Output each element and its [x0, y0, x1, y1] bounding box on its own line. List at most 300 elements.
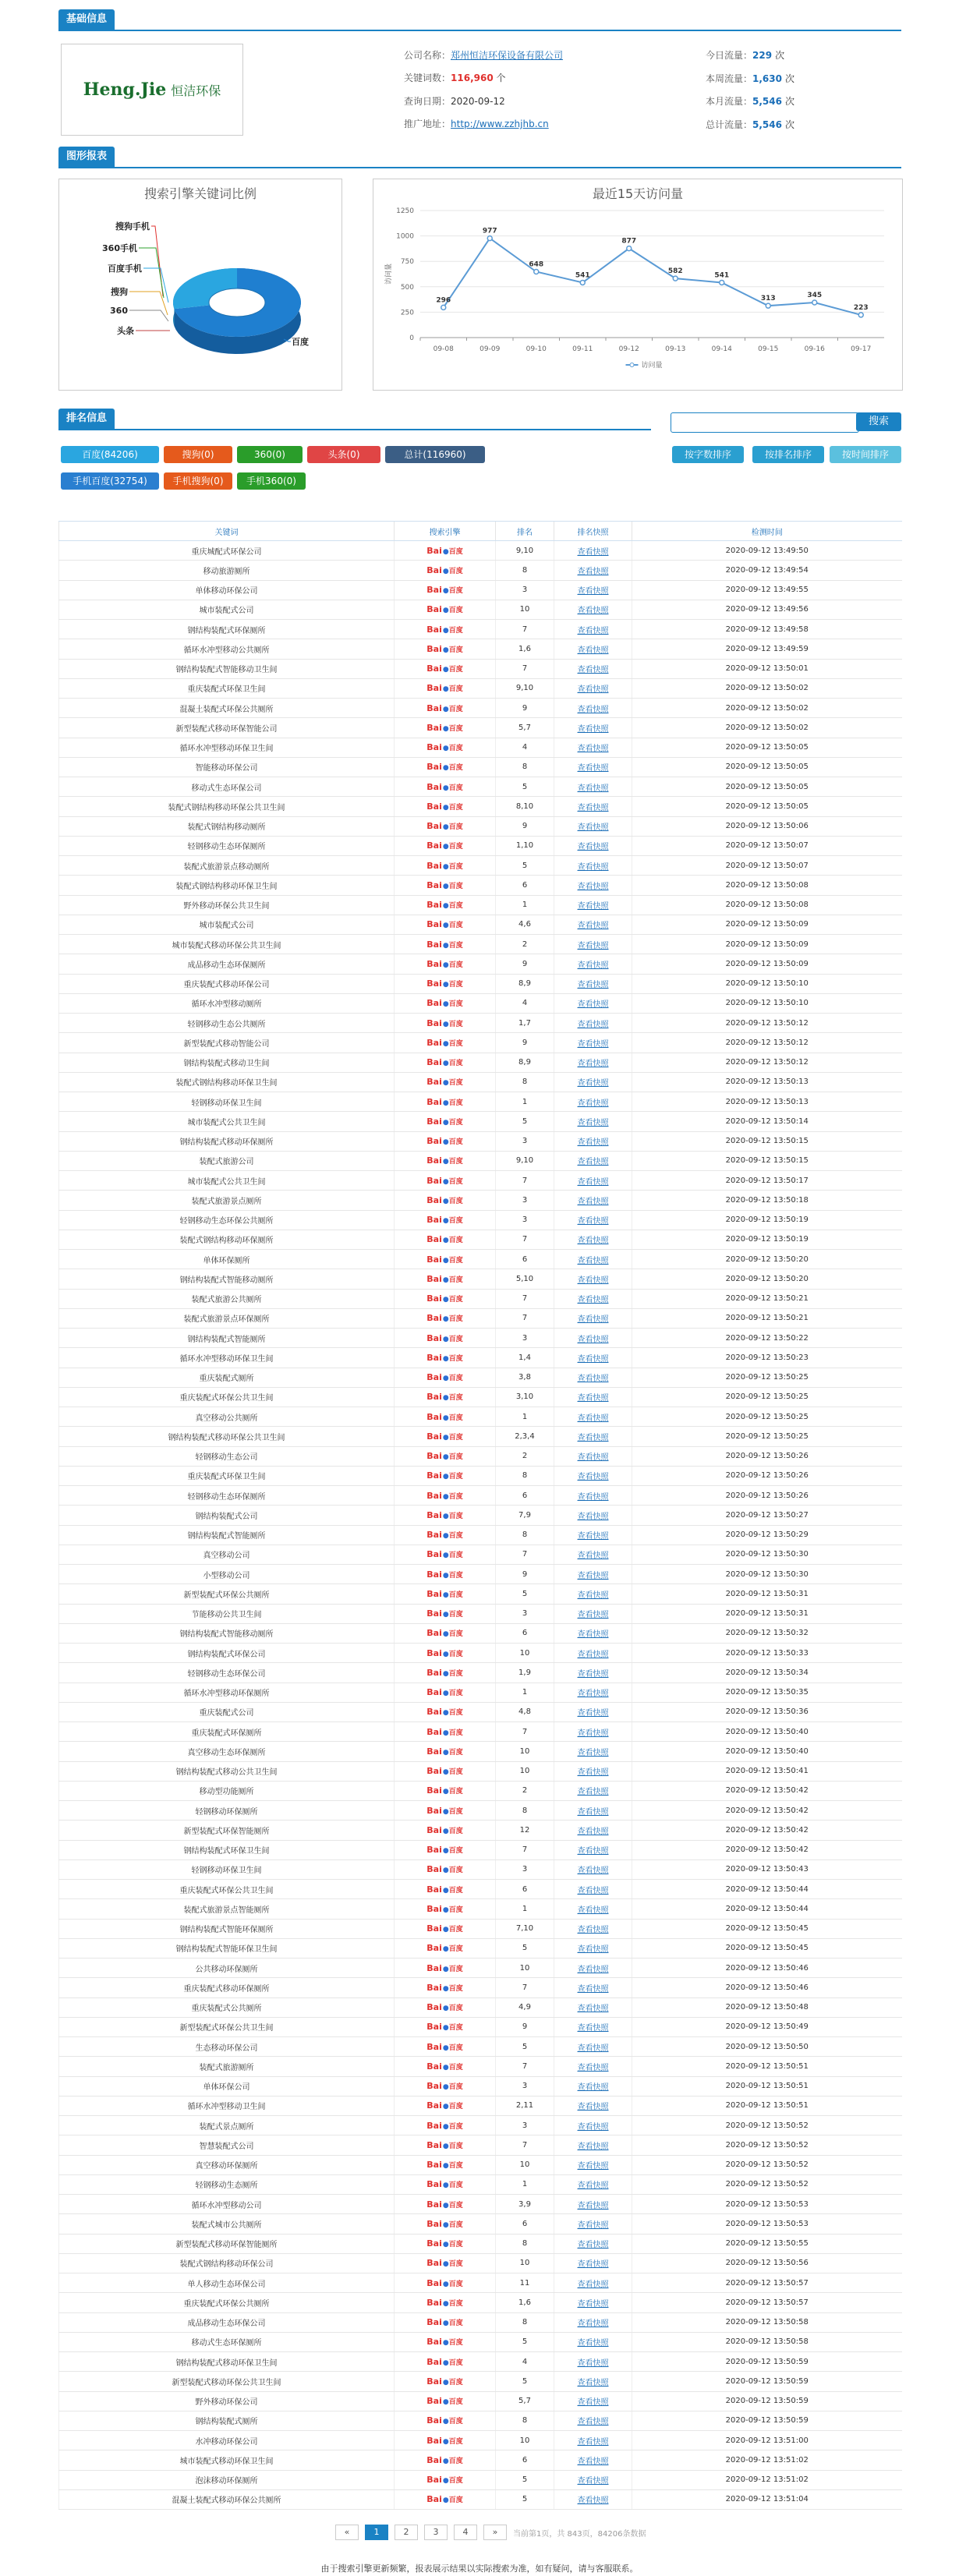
baidu-logo-icon: Bai●百度 [426, 2041, 463, 2052]
view-snapshot-link[interactable]: 查看快照 [577, 1138, 609, 1148]
pie-label: 搜狗手机 [115, 221, 150, 232]
search-button[interactable]: 搜索 [856, 412, 901, 431]
view-snapshot-link[interactable]: 查看快照 [577, 941, 609, 950]
view-snapshot-link[interactable]: 查看快照 [577, 803, 609, 812]
keyword-cell: 轻钢移动生态厕所 [59, 2174, 395, 2194]
snapshot-cell [554, 1092, 632, 1112]
view-snapshot-link[interactable]: 查看快照 [577, 1965, 609, 1974]
rank-cell: 6 [496, 1623, 554, 1643]
snapshot-cell [554, 2391, 632, 2411]
view-snapshot-link[interactable]: 查看快照 [577, 607, 609, 616]
col-header-keyword[interactable]: 关键词 [59, 522, 395, 541]
view-snapshot-link[interactable]: 查看快照 [577, 2280, 609, 2289]
baidu-logo-icon: Bai●百度 [426, 564, 463, 575]
engine-cell [395, 993, 496, 1013]
snapshot-cell [554, 1840, 632, 1859]
view-snapshot-link[interactable]: 查看快照 [577, 547, 609, 557]
view-snapshot-link[interactable]: 查看快照 [577, 2005, 609, 2014]
baidu-logo-icon: Bai●百度 [426, 604, 463, 615]
check-time-cell: 2020-09-12 13:50:12 [632, 1033, 902, 1053]
snapshot-cell [554, 1506, 632, 1525]
check-time-cell: 2020-09-12 13:50:26 [632, 1446, 902, 1466]
filter-button-2[interactable]: 360(0) [237, 446, 303, 463]
keyword-cell: 钢结构装配式公司 [59, 1506, 395, 1525]
view-snapshot-link[interactable]: 查看快照 [577, 705, 609, 714]
view-snapshot-link[interactable]: 查看快照 [577, 626, 609, 635]
baidu-logo-icon: Bai●百度 [426, 762, 463, 773]
filter-mobile-button-0[interactable]: 手机百度(32754) [61, 472, 159, 490]
table-row [59, 678, 902, 698]
snapshot-cell [554, 1230, 632, 1249]
view-snapshot-link[interactable]: 查看快照 [577, 1709, 609, 1718]
col-header-rank[interactable]: 排名 [496, 522, 554, 541]
view-snapshot-link[interactable]: 查看快照 [577, 1650, 609, 1659]
baidu-logo-icon: Bai●百度 [426, 1530, 463, 1541]
view-snapshot-link[interactable]: 查看快照 [577, 1807, 609, 1817]
baidu-logo-icon: Bai●百度 [426, 2081, 463, 2092]
check-time-cell: 2020-09-12 13:50:21 [632, 1308, 902, 1328]
keyword-cell: 重庆装配式环保公共卫生间 [59, 1880, 395, 1899]
check-time-cell: 2020-09-12 13:50:35 [632, 1683, 902, 1702]
view-snapshot-link[interactable]: 查看快照 [577, 587, 609, 596]
keyword-cell: 装配式景点厕所 [59, 2116, 395, 2135]
view-snapshot-link[interactable]: 查看快照 [577, 1690, 609, 1699]
baidu-logo-icon: Bai●百度 [426, 702, 463, 713]
view-snapshot-link[interactable]: 查看快照 [577, 1354, 609, 1364]
view-snapshot-link[interactable]: 查看快照 [577, 724, 609, 734]
view-snapshot-link[interactable]: 查看快照 [577, 1000, 609, 1010]
snapshot-cell [554, 1565, 632, 1584]
view-snapshot-link[interactable]: 查看快照 [577, 1768, 609, 1778]
page-next-button[interactable]: » [483, 2525, 507, 2540]
view-snapshot-link[interactable]: 查看快照 [577, 685, 609, 695]
view-snapshot-link[interactable]: 查看快照 [577, 902, 609, 911]
view-snapshot-link[interactable]: 查看快照 [577, 1039, 609, 1049]
snapshot-cell [554, 856, 632, 876]
data-label: 345 [807, 292, 823, 300]
view-snapshot-link[interactable]: 查看快照 [577, 1984, 609, 1994]
view-snapshot-link[interactable]: 查看快照 [577, 1237, 609, 1246]
view-snapshot-link[interactable]: 查看快照 [577, 1217, 609, 1226]
keyword-cell: 装配式旅游景点环保厕所 [59, 1308, 395, 1328]
traffic-value: 1,630 [752, 73, 782, 84]
check-time-cell: 2020-09-12 13:50:02 [632, 699, 902, 718]
keyword-cell: 装配式钢结构移动厕所 [59, 816, 395, 836]
view-snapshot-link[interactable]: 查看快照 [577, 2083, 609, 2093]
baidu-logo-icon: Bai●百度 [426, 2396, 463, 2407]
check-time-cell: 2020-09-12 13:50:31 [632, 1584, 902, 1604]
view-snapshot-link[interactable]: 查看快照 [577, 1669, 609, 1679]
snapshot-cell [554, 1151, 632, 1170]
baidu-logo-icon: Bai●百度 [426, 1057, 463, 1068]
baidu-logo-icon: Bai●百度 [426, 2376, 463, 2387]
view-snapshot-link[interactable]: 查看快照 [577, 2319, 609, 2329]
page-1-button[interactable]: 1 [365, 2525, 388, 2540]
line-chart [373, 179, 902, 390]
keyword-cell: 装配式旅游景点智能厕所 [59, 1899, 395, 1919]
pie-leader-line [139, 248, 164, 298]
page-4-button[interactable]: 4 [454, 2525, 477, 2540]
table-row [59, 2155, 902, 2174]
snapshot-cell [554, 915, 632, 934]
baidu-logo-icon: Bai●百度 [426, 585, 463, 596]
view-snapshot-link[interactable]: 查看快照 [577, 1532, 609, 1541]
view-snapshot-link[interactable]: 查看快照 [577, 1296, 609, 1305]
table-row [59, 1191, 902, 1210]
check-time-cell: 2020-09-12 13:50:05 [632, 738, 902, 757]
view-snapshot-link[interactable]: 查看快照 [577, 784, 609, 793]
table-row [59, 2116, 902, 2135]
view-snapshot-link[interactable]: 查看快照 [577, 1118, 609, 1127]
table-row [59, 2489, 902, 2509]
view-snapshot-link[interactable]: 查看快照 [577, 1788, 609, 1797]
data-label: 541 [575, 271, 590, 280]
rank-cell: 5 [496, 2470, 554, 2489]
table-row [59, 1329, 902, 1348]
page-3-button[interactable]: 3 [424, 2525, 448, 2540]
table-row [59, 915, 902, 934]
check-time-cell: 2020-09-12 13:50:53 [632, 2195, 902, 2214]
view-snapshot-link[interactable]: 查看快照 [577, 2142, 609, 2151]
view-snapshot-link[interactable]: 查看快照 [577, 1453, 609, 1463]
engine-cell [395, 699, 496, 718]
engine-cell [395, 1329, 496, 1348]
snapshot-cell [554, 876, 632, 895]
view-snapshot-link[interactable]: 查看快照 [577, 1492, 609, 1502]
rank-cell: 10 [496, 1959, 554, 1978]
check-time-cell: 2020-09-12 13:50:59 [632, 2391, 902, 2411]
engine-cell [395, 895, 496, 915]
sort-button-2[interactable]: 按时间排序 [830, 446, 901, 463]
baidu-logo-icon: Bai●百度 [426, 2475, 463, 2486]
keyword-cell: 移动式生态环保公司 [59, 777, 395, 797]
rank-cell: 9,10 [496, 678, 554, 698]
table-row [59, 580, 902, 600]
keyword-cell: 重庆城配式环保公司 [59, 541, 395, 561]
baidu-logo-icon: Bai●百度 [426, 1707, 463, 1718]
check-time-cell: 2020-09-12 13:50:50 [632, 2037, 902, 2057]
view-snapshot-link[interactable]: 查看快照 [577, 981, 609, 990]
page-prev-button[interactable]: « [335, 2525, 359, 2540]
snapshot-cell [554, 1269, 632, 1289]
snapshot-cell [554, 1387, 632, 1407]
snapshot-cell [554, 757, 632, 777]
table-row [59, 1644, 902, 1663]
company-name-row: 公司名称：郑州恒洁环保设备有限公司 [404, 50, 564, 61]
view-snapshot-link[interactable]: 查看快照 [577, 1197, 609, 1206]
view-snapshot-link[interactable]: 查看快照 [577, 1847, 609, 1856]
view-snapshot-link[interactable]: 查看快照 [577, 1020, 609, 1029]
promo-url-link[interactable]: http://www.zzhjhb.cn [451, 119, 549, 129]
view-snapshot-link[interactable]: 查看快照 [577, 1512, 609, 1521]
check-time-cell: 2020-09-12 13:50:53 [632, 2214, 902, 2234]
snapshot-cell [554, 1053, 632, 1072]
view-snapshot-link[interactable]: 查看快照 [577, 666, 609, 675]
engine-cell [395, 1191, 496, 1210]
check-time-cell: 2020-09-12 13:50:25 [632, 1427, 902, 1446]
keyword-cell: 钢结构装配式环保公司 [59, 1644, 395, 1663]
y-tick-label: 500 [400, 283, 414, 292]
col-header-snapshot[interactable]: 排名快照 [554, 522, 632, 541]
table-row [59, 777, 902, 797]
engine-cell [395, 1014, 496, 1033]
check-time-cell: 2020-09-12 13:50:02 [632, 678, 902, 698]
company-name-link[interactable]: 郑州恒洁环保设备有限公司 [451, 50, 564, 61]
view-snapshot-link[interactable]: 查看快照 [577, 1060, 609, 1069]
check-time-cell: 2020-09-12 13:50:42 [632, 1840, 902, 1859]
engine-cell [395, 2017, 496, 2036]
rank-cell: 3 [496, 1131, 554, 1151]
page-2-button[interactable]: 2 [395, 2525, 418, 2540]
filter-mobile-button-2[interactable]: 手机360(0) [237, 472, 306, 490]
rank-cell: 7 [496, 659, 554, 678]
check-time-cell: 2020-09-12 13:50:57 [632, 2273, 902, 2293]
view-snapshot-link[interactable]: 查看快照 [577, 2260, 609, 2270]
data-point [766, 303, 770, 308]
rank-cell: 2 [496, 1781, 554, 1800]
view-snapshot-link[interactable]: 查看快照 [577, 1473, 609, 1482]
engine-cell [395, 541, 496, 561]
check-time-cell: 2020-09-12 13:51:04 [632, 2489, 902, 2509]
filter-button-0[interactable]: 百度(84206) [61, 446, 159, 463]
view-snapshot-link[interactable]: 查看快照 [577, 2358, 609, 2368]
rank-cell: 8 [496, 2312, 554, 2332]
view-snapshot-link[interactable]: 查看快照 [577, 1886, 609, 1895]
snapshot-cell [554, 1191, 632, 1210]
view-snapshot-link[interactable]: 查看快照 [577, 1630, 609, 1640]
traffic-row-0: 今日流量：229 次 [706, 50, 785, 61]
keyword-cell: 循环水冲型移动公司 [59, 2195, 395, 2214]
view-snapshot-link[interactable]: 查看快照 [577, 2339, 609, 2348]
filter-button-4[interactable]: 总计(116960) [385, 446, 485, 463]
rank-cell: 6 [496, 2214, 554, 2234]
view-snapshot-link[interactable]: 查看快照 [577, 2378, 609, 2387]
baidu-logo-icon: Bai●百度 [426, 998, 463, 1009]
filter-mobile-button-1[interactable]: 手机搜狗(0) [164, 472, 232, 490]
baidu-logo-icon: Bai●百度 [426, 2494, 463, 2505]
view-snapshot-link[interactable]: 查看快照 [577, 922, 609, 931]
engine-cell [395, 1348, 496, 1368]
table-row [59, 2470, 902, 2489]
rank-cell: 1,6 [496, 639, 554, 659]
view-snapshot-link[interactable]: 查看快照 [577, 2299, 609, 2309]
snapshot-cell [554, 2332, 632, 2351]
table-row [59, 2195, 902, 2214]
view-snapshot-link[interactable]: 查看快照 [577, 745, 609, 754]
keyword-cell: 城市装配式公共卫生间 [59, 1171, 395, 1191]
view-snapshot-link[interactable]: 查看快照 [577, 961, 609, 970]
engine-cell [395, 876, 496, 895]
table-row [59, 1663, 902, 1683]
data-point [627, 246, 632, 251]
rank-cell: 10 [496, 2155, 554, 2174]
view-snapshot-link[interactable]: 查看快照 [577, 2220, 609, 2230]
snapshot-cell [554, 1722, 632, 1742]
view-snapshot-link[interactable]: 查看快照 [577, 1079, 609, 1088]
baidu-logo-icon: Bai●百度 [426, 1096, 463, 1107]
view-snapshot-link[interactable]: 查看快照 [577, 2477, 609, 2486]
rank-cell: 2,3,4 [496, 1427, 554, 1446]
check-time-cell: 2020-09-12 13:50:45 [632, 1919, 902, 1938]
engine-cell [395, 1859, 496, 1879]
view-snapshot-link[interactable]: 查看快照 [577, 2181, 609, 2191]
sort-button-0[interactable]: 按字数排序 [672, 446, 744, 463]
snapshot-cell [554, 2234, 632, 2253]
view-snapshot-link[interactable]: 查看快照 [577, 2241, 609, 2250]
view-snapshot-link[interactable]: 查看快照 [577, 1905, 609, 1915]
view-snapshot-link[interactable]: 查看快照 [577, 2122, 609, 2132]
view-snapshot-link[interactable]: 查看快照 [577, 2437, 609, 2447]
rank-cell: 8,9 [496, 1053, 554, 1072]
view-snapshot-link[interactable]: 查看快照 [577, 862, 609, 872]
baidu-logo-icon: Bai●百度 [426, 1293, 463, 1304]
x-tick-label: 09-16 [804, 345, 825, 353]
view-snapshot-link[interactable]: 查看快照 [577, 2103, 609, 2112]
view-snapshot-link[interactable]: 查看快照 [577, 1729, 609, 1738]
view-snapshot-link[interactable]: 查看快照 [577, 2398, 609, 2408]
baidu-logo-icon: Bai●百度 [426, 801, 463, 812]
baidu-logo-icon: Bai●百度 [426, 1155, 463, 1166]
baidu-logo-icon: Bai●百度 [426, 1962, 463, 1973]
snapshot-cell [554, 974, 632, 993]
view-snapshot-link[interactable]: 查看快照 [577, 1099, 609, 1108]
engine-cell [395, 600, 496, 619]
check-time-cell: 2020-09-12 13:50:42 [632, 1801, 902, 1821]
snapshot-cell [554, 1348, 632, 1368]
snapshot-cell [554, 1978, 632, 1997]
baidu-logo-icon: Bai●百度 [426, 2297, 463, 2308]
check-time-cell: 2020-09-12 13:50:12 [632, 1053, 902, 1072]
col-header-engine[interactable]: 搜索引擎 [395, 522, 496, 541]
baidu-logo-icon: Bai●百度 [426, 879, 463, 890]
view-snapshot-link[interactable]: 查看快照 [577, 1315, 609, 1325]
view-snapshot-link[interactable]: 查看快照 [577, 2043, 609, 2053]
view-snapshot-link[interactable]: 查看快照 [577, 2496, 609, 2506]
view-snapshot-link[interactable]: 查看快照 [577, 1748, 609, 1757]
rank-cell: 10 [496, 1761, 554, 1781]
check-time-cell: 2020-09-12 13:50:23 [632, 1348, 902, 1368]
view-snapshot-link[interactable]: 查看快照 [577, 764, 609, 773]
view-snapshot-link[interactable]: 查看快照 [577, 2063, 609, 2072]
view-snapshot-link[interactable]: 查看快照 [577, 823, 609, 833]
engine-cell [395, 1250, 496, 1269]
view-snapshot-link[interactable]: 查看快照 [577, 843, 609, 852]
filter-button-1[interactable]: 搜狗(0) [164, 446, 232, 463]
view-snapshot-link[interactable]: 查看快照 [577, 1611, 609, 1620]
view-snapshot-link[interactable]: 查看快照 [577, 2201, 609, 2210]
snapshot-cell [554, 1801, 632, 1821]
keyword-cell: 钢结构装配式移动环保卫生间 [59, 2352, 395, 2372]
check-time-cell: 2020-09-12 13:50:48 [632, 1997, 902, 2017]
view-snapshot-link[interactable]: 查看快照 [577, 2024, 609, 2033]
table-row [59, 561, 902, 580]
view-snapshot-link[interactable]: 查看快照 [577, 1552, 609, 1561]
keyword-cell: 装配式旅游景点移动厕所 [59, 856, 395, 876]
rank-cell: 8 [496, 1072, 554, 1092]
engine-cell [395, 2293, 496, 2312]
keyword-cell: 装配式旅游景点厕所 [59, 1191, 395, 1210]
view-snapshot-link[interactable]: 查看快照 [577, 1827, 609, 1836]
view-snapshot-link[interactable]: 查看快照 [577, 2418, 609, 2427]
table-row [59, 2273, 902, 2293]
view-snapshot-link[interactable]: 查看快照 [577, 646, 609, 655]
snapshot-cell [554, 816, 632, 836]
table-row [59, 816, 902, 836]
baidu-logo-icon: Bai●百度 [426, 860, 463, 871]
view-snapshot-link[interactable]: 查看快照 [577, 882, 609, 891]
view-snapshot-link[interactable]: 查看快照 [577, 1256, 609, 1265]
view-snapshot-link[interactable]: 查看快照 [577, 2457, 609, 2466]
view-snapshot-link[interactable]: 查看快照 [577, 1867, 609, 1876]
snapshot-cell [554, 1663, 632, 1683]
view-snapshot-link[interactable]: 查看快照 [577, 1571, 609, 1580]
snapshot-cell [554, 2352, 632, 2372]
view-snapshot-link[interactable]: 查看快照 [577, 1177, 609, 1187]
view-snapshot-link[interactable]: 查看快照 [577, 1591, 609, 1600]
check-time-cell: 2020-09-12 13:50:59 [632, 2352, 902, 2372]
rank-cell: 3 [496, 1210, 554, 1230]
x-tick-label: 09-14 [711, 345, 732, 353]
col-header-time[interactable]: 检测时间 [632, 522, 902, 541]
table-row [59, 1112, 902, 1131]
snapshot-cell [554, 2174, 632, 2194]
keyword-cell: 移动式生态环保厕所 [59, 2332, 395, 2351]
table-row [59, 1840, 902, 1859]
rank-cell: 3 [496, 2076, 554, 2096]
view-snapshot-link[interactable]: 查看快照 [577, 2162, 609, 2171]
engine-cell [395, 639, 496, 659]
view-snapshot-link[interactable]: 查看快照 [577, 1375, 609, 1384]
table-row [59, 1821, 902, 1840]
view-snapshot-link[interactable]: 查看快照 [577, 1276, 609, 1285]
view-snapshot-link[interactable]: 查看快照 [577, 1926, 609, 1935]
search-input[interactable] [671, 412, 859, 433]
table-row [59, 620, 902, 639]
table-row [59, 797, 902, 816]
filter-button-3[interactable]: 头条(0) [307, 446, 380, 463]
check-time-cell: 2020-09-12 13:50:40 [632, 1742, 902, 1761]
view-snapshot-link[interactable]: 查看快照 [577, 1158, 609, 1167]
table-row [59, 2372, 902, 2391]
check-time-cell: 2020-09-12 13:50:13 [632, 1092, 902, 1112]
snapshot-cell [554, 1899, 632, 1919]
view-snapshot-link[interactable]: 查看快照 [577, 1394, 609, 1403]
view-snapshot-link[interactable]: 查看快照 [577, 567, 609, 576]
snapshot-cell [554, 1584, 632, 1604]
check-time-cell: 2020-09-12 13:50:44 [632, 1880, 902, 1899]
sort-button-1[interactable]: 按排名排序 [752, 446, 824, 463]
check-time-cell: 2020-09-12 13:50:51 [632, 2076, 902, 2096]
keyword-cell: 城市装配式公司 [59, 600, 395, 619]
rank-cell: 3 [496, 2116, 554, 2135]
table-row [59, 1584, 902, 1604]
view-snapshot-link[interactable]: 查看快照 [577, 1414, 609, 1423]
rank-cell: 7 [496, 1722, 554, 1742]
table-row [59, 2352, 902, 2372]
pie-label: 搜狗 [111, 287, 128, 297]
engine-cell [395, 620, 496, 639]
view-snapshot-link[interactable]: 查看快照 [577, 1335, 609, 1344]
engine-cell [395, 2234, 496, 2253]
rank-cell: 4,9 [496, 1997, 554, 2017]
check-time-cell: 2020-09-12 13:51:02 [632, 2470, 902, 2489]
view-snapshot-link[interactable]: 查看快照 [577, 1433, 609, 1442]
snapshot-cell [554, 1329, 632, 1348]
view-snapshot-link[interactable]: 查看快照 [577, 1945, 609, 1955]
rank-cell: 3 [496, 1859, 554, 1879]
rank-cell: 2 [496, 935, 554, 954]
keyword-cell: 新型装配式环保智能厕所 [59, 1821, 395, 1840]
